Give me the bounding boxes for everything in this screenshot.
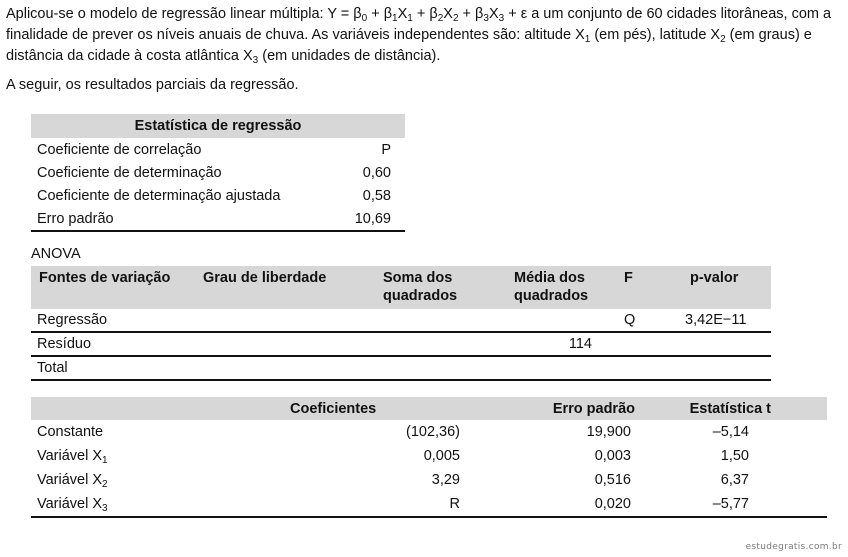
table-row xyxy=(31,420,827,444)
row-label: Coeficiente de determinação xyxy=(37,164,222,181)
variable-name: Variável X xyxy=(37,472,103,488)
column-header: Estatística t xyxy=(635,397,827,420)
cell-f: Q xyxy=(624,309,670,332)
cell-ep: 0,020 xyxy=(460,492,635,517)
row-label: Coeficiente de determinação ajustada xyxy=(37,187,281,204)
table-row xyxy=(31,332,771,356)
row-label xyxy=(31,468,237,492)
statement-text: + β xyxy=(458,6,484,22)
subscript: 3 xyxy=(252,55,259,66)
table-row xyxy=(31,161,405,184)
cell-gl xyxy=(203,332,383,356)
row-value: 10,69 xyxy=(342,207,405,231)
regression-statistics-table xyxy=(31,114,405,232)
statement-text: (em graus) e distância da cidade à costa atlântica X xyxy=(6,27,812,64)
cell-t: 1,50 xyxy=(720,448,749,464)
statement-text: + ε a um conjunto de 60 cidades litorâneas, com a finalidade de prever os níveis anuais de chuva. As variáveis independentes são: altitude X xyxy=(6,6,832,43)
variable-name: Constante xyxy=(37,424,104,440)
anova-table xyxy=(31,266,771,381)
statement-text: + β xyxy=(412,6,438,22)
row-label: Erro padrão xyxy=(31,207,342,231)
row-label xyxy=(31,444,237,468)
column-header: Coeficientes xyxy=(237,397,460,420)
subscript: 1 xyxy=(392,13,398,24)
column-header: F xyxy=(624,266,670,309)
subscript: 1 xyxy=(407,13,413,24)
cell-gl xyxy=(203,309,383,332)
column-header: Grau de liberdade xyxy=(203,266,383,309)
subscript: 2 xyxy=(452,13,459,24)
row-label xyxy=(31,492,237,517)
table-row xyxy=(31,444,827,468)
subscript: 3 xyxy=(483,13,489,24)
subscript: 0 xyxy=(361,13,368,24)
statement-text: + β xyxy=(367,6,393,22)
column-header: p-valor xyxy=(670,266,771,309)
subscript: 3 xyxy=(498,13,505,24)
watermark: estudegratis.com.br xyxy=(745,542,842,552)
statement-text: X xyxy=(488,6,499,22)
statement-text: (em unidades de distância). xyxy=(258,48,441,64)
row-value: P xyxy=(381,141,391,158)
cell-sq xyxy=(383,356,514,380)
statement-text: Aplicou-se o modelo de regressão linear múltipla: Y = β xyxy=(6,6,362,22)
column-header: Fontes de variação xyxy=(31,266,203,309)
cell-mq xyxy=(514,356,624,380)
cell-gl xyxy=(203,356,383,380)
lead-text: A seguir, os resultados parciais da regressão. xyxy=(6,77,299,93)
cell-p xyxy=(670,356,771,380)
cell-coef: 3,29 xyxy=(431,472,460,488)
column-header: Média dos quadrados xyxy=(514,266,624,309)
table-row xyxy=(31,138,405,161)
subscript: 2 xyxy=(437,13,444,24)
statement-text: (em pés), latitude X xyxy=(590,27,721,43)
cell-t: –5,77 xyxy=(635,492,827,517)
cell-t: 6,37 xyxy=(720,472,749,488)
subscript: 2 xyxy=(720,34,726,45)
table-row xyxy=(31,356,771,380)
column-header: Soma dos quadrados xyxy=(383,266,514,309)
statement-text: X xyxy=(397,6,408,22)
table-row xyxy=(31,309,771,332)
cell-ep: 0,516 xyxy=(594,472,631,488)
cell-ep: 19,900 xyxy=(586,424,631,440)
statement-text: X xyxy=(443,6,453,22)
table-row xyxy=(31,207,405,231)
table-row xyxy=(31,492,827,517)
cell-ep: 0,003 xyxy=(594,448,631,464)
header-row xyxy=(31,397,827,420)
cell-mq: 114 xyxy=(514,332,624,356)
subscript: 2 xyxy=(102,479,108,490)
cell-t: –5,14 xyxy=(712,424,749,440)
cell-coef: R xyxy=(237,492,460,517)
cell-p xyxy=(670,332,771,356)
column-header xyxy=(31,397,237,420)
cell-sq xyxy=(383,309,514,332)
row-label: Coeficiente de correlação xyxy=(37,141,202,158)
cell-sq xyxy=(383,332,514,356)
cell-fonte: Regressão xyxy=(31,309,203,332)
variable-name: Variável X xyxy=(37,448,103,464)
cell-f xyxy=(624,332,670,356)
cell-f xyxy=(624,356,670,380)
cell-p: 3,42E−11 xyxy=(670,309,771,332)
anova-title: ANOVA xyxy=(31,246,81,262)
column-header: Erro padrão xyxy=(460,397,635,420)
problem-statement xyxy=(6,4,842,67)
cell-mq xyxy=(514,309,624,332)
row-value: 0,60 xyxy=(362,164,391,181)
table-row xyxy=(31,184,405,207)
cell-fonte: Resíduo xyxy=(31,332,203,356)
row-value: 0,58 xyxy=(362,187,391,204)
variable-name: Variável X xyxy=(37,496,103,512)
table-header: Estatística de regressão xyxy=(31,114,405,138)
subscript: 1 xyxy=(584,34,591,45)
subscript: 3 xyxy=(102,503,108,514)
row-label xyxy=(31,420,237,444)
cell-coef: 0,005 xyxy=(423,448,460,464)
cell-coef: (102,36) xyxy=(405,424,460,440)
table-row xyxy=(31,468,827,492)
coefficients-table xyxy=(31,397,827,518)
cell-fonte: Total xyxy=(31,356,203,380)
subscript: 1 xyxy=(102,455,108,466)
header-row xyxy=(31,266,771,309)
